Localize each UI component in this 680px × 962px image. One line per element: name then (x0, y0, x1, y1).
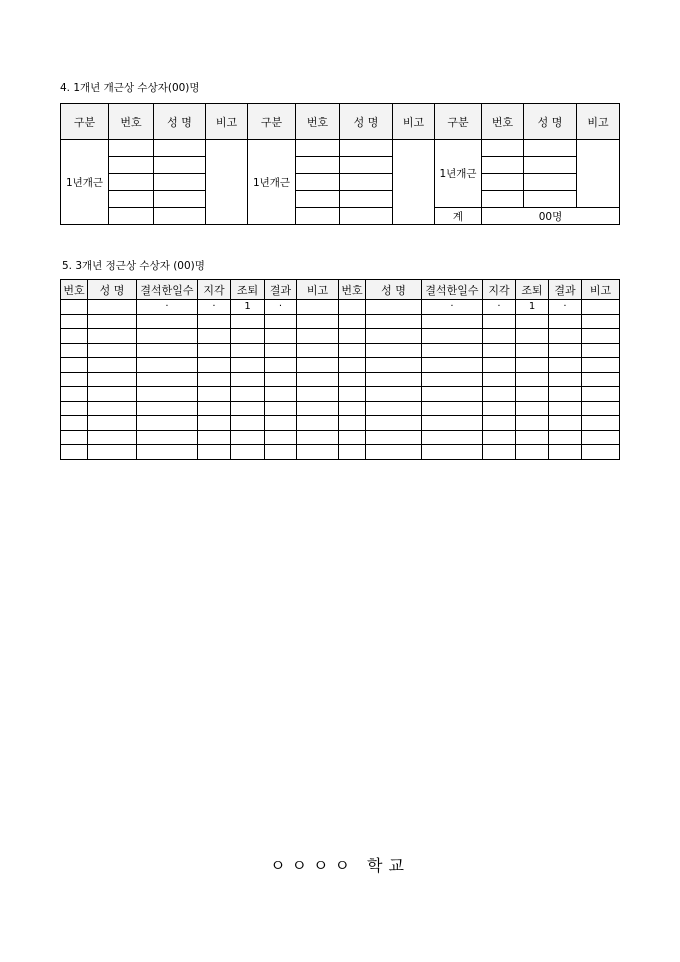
table-cell (339, 416, 366, 431)
table-cell (516, 416, 549, 431)
table-cell (339, 300, 366, 315)
col-header: 번호 (482, 104, 524, 140)
table-row (61, 387, 620, 402)
table-cell (231, 430, 265, 445)
table-cell (582, 387, 620, 402)
table-cell (61, 372, 88, 387)
col-header: 번호 (339, 280, 366, 300)
table-cell (422, 416, 483, 431)
col-header: 결석한일수 (422, 280, 483, 300)
col-header: 성 명 (524, 104, 577, 140)
table-cell (137, 416, 198, 431)
table-cell (366, 329, 422, 344)
table-cell (137, 314, 198, 329)
table-cell (297, 343, 339, 358)
school-name: ㅇㅇㅇㅇ 학교 (270, 856, 410, 875)
table-cell (88, 358, 137, 373)
col-header: 성 명 (154, 104, 206, 140)
table-cell (88, 430, 137, 445)
table-cell (198, 445, 231, 460)
table-cell (483, 358, 516, 373)
remarks-cell (393, 140, 435, 225)
table-cell (483, 445, 516, 460)
remarks-cell (206, 140, 248, 225)
table-cell (582, 401, 620, 416)
table-cell (198, 358, 231, 373)
col-header: 성 명 (366, 280, 422, 300)
table-cell (88, 314, 137, 329)
table-cell (422, 314, 483, 329)
table-cell (422, 343, 483, 358)
section5-heading: 5. 3개년 정근상 수상자 (00)명 (62, 260, 205, 272)
col-header: 번호 (61, 280, 88, 300)
table-cell (582, 343, 620, 358)
table-cell (61, 329, 88, 344)
table-header-row (61, 104, 620, 140)
table-row (61, 191, 620, 208)
col-header: 성 명 (340, 104, 393, 140)
col-header: 구분 (248, 104, 296, 140)
table-cell (582, 358, 620, 373)
table-cell (422, 430, 483, 445)
table-cell (422, 358, 483, 373)
table-cell (137, 430, 198, 445)
table-cell (231, 329, 265, 344)
table-cell (366, 343, 422, 358)
table-row (61, 140, 620, 157)
table-cell (265, 445, 297, 460)
table-cell (366, 300, 422, 315)
table-cell (265, 343, 297, 358)
table-cell (582, 329, 620, 344)
table-cell (198, 430, 231, 445)
table-cell (483, 343, 516, 358)
table-cell: 1 (231, 300, 265, 315)
perfect-attendance-table (60, 103, 620, 225)
table-cell (549, 445, 582, 460)
table-cell (137, 343, 198, 358)
table-cell (516, 430, 549, 445)
table-cell (61, 314, 88, 329)
col-header: 결과 (265, 280, 297, 300)
table-cell (297, 445, 339, 460)
table-cell (61, 358, 88, 373)
table-row (61, 358, 620, 373)
col-header: 성 명 (88, 280, 137, 300)
col-header: 조퇴 (516, 280, 549, 300)
table-cell (297, 372, 339, 387)
table-cell: · (198, 300, 231, 315)
table-cell (483, 387, 516, 402)
diligence-award-table (60, 279, 620, 460)
table-cell (339, 343, 366, 358)
table-row (61, 174, 620, 191)
table-cell (198, 343, 231, 358)
table-cell (339, 387, 366, 402)
col-header: 비고 (582, 280, 620, 300)
table-cell (516, 401, 549, 416)
table-cell (339, 358, 366, 373)
table-cell (339, 401, 366, 416)
table-cell (582, 416, 620, 431)
table-cell: 1 (516, 300, 549, 315)
table-cell (549, 358, 582, 373)
table-cell (297, 300, 339, 315)
table-cell (483, 314, 516, 329)
table-cell (231, 401, 265, 416)
table-row (61, 314, 620, 329)
table-cell (265, 314, 297, 329)
table-cell (88, 300, 137, 315)
table-cell (549, 401, 582, 416)
table-cell (137, 401, 198, 416)
table-cell (88, 445, 137, 460)
remarks-cell (577, 140, 620, 208)
table-cell (198, 329, 231, 344)
col-header: 번호 (296, 104, 340, 140)
table-cell (231, 387, 265, 402)
table-cell (231, 445, 265, 460)
table-row (61, 401, 620, 416)
col-header: 번호 (109, 104, 154, 140)
table-cell: · (422, 300, 483, 315)
table-cell (231, 314, 265, 329)
section4-heading: 4. 1개년 개근상 수상자(00)명 (60, 82, 200, 94)
col-header: 비고 (206, 104, 248, 140)
table-cell (422, 329, 483, 344)
table-cell (549, 314, 582, 329)
table-cell: · (549, 300, 582, 315)
table-cell (265, 401, 297, 416)
table-cell (366, 358, 422, 373)
table-cell (137, 387, 198, 402)
table-cell (88, 416, 137, 431)
table-cell (61, 401, 88, 416)
table-cell (61, 416, 88, 431)
table-cell (516, 314, 549, 329)
table-cell (88, 372, 137, 387)
table-cell (549, 372, 582, 387)
table-cell (231, 358, 265, 373)
table-cell (198, 416, 231, 431)
table-cell (483, 401, 516, 416)
table-cell (231, 343, 265, 358)
table-cell (198, 387, 231, 402)
table-cell (366, 372, 422, 387)
table-cell (582, 372, 620, 387)
table-cell (339, 430, 366, 445)
table-cell (137, 358, 198, 373)
table-cell (265, 416, 297, 431)
table-cell: · (265, 300, 297, 315)
table-cell (422, 372, 483, 387)
table-header-row (61, 280, 620, 300)
table-row (61, 445, 620, 460)
table-cell (198, 401, 231, 416)
table-cell (137, 445, 198, 460)
table-cell (339, 314, 366, 329)
table-cell (265, 372, 297, 387)
table-cell (88, 343, 137, 358)
table-cell (516, 372, 549, 387)
table-cell (483, 329, 516, 344)
col-header: 결과 (549, 280, 582, 300)
table-cell (265, 387, 297, 402)
table-cell (483, 416, 516, 431)
table-cell (88, 387, 137, 402)
table-cell (231, 416, 265, 431)
table-cell (483, 372, 516, 387)
table-cell (61, 445, 88, 460)
table-cell (231, 372, 265, 387)
table-cell (582, 430, 620, 445)
table-cell (582, 314, 620, 329)
table-cell (297, 387, 339, 402)
table-cell (198, 372, 231, 387)
table-cell (297, 314, 339, 329)
table-cell (61, 343, 88, 358)
table-cell (265, 430, 297, 445)
table-cell (582, 300, 620, 315)
table-row (61, 343, 620, 358)
table-cell (339, 329, 366, 344)
table-cell (422, 401, 483, 416)
table-row (61, 329, 620, 344)
table-cell (137, 372, 198, 387)
table-cell (516, 445, 549, 460)
col-header: 비고 (297, 280, 339, 300)
col-header: 지각 (483, 280, 516, 300)
total-value: 00명 (482, 208, 620, 225)
table-cell (549, 387, 582, 402)
table-cell (366, 314, 422, 329)
table-cell (297, 401, 339, 416)
table-row (61, 208, 620, 225)
group-label: 1년개근 (61, 140, 109, 225)
table-cell (88, 329, 137, 344)
table-cell (549, 329, 582, 344)
table-cell (422, 387, 483, 402)
table-cell (297, 329, 339, 344)
table-cell (137, 329, 198, 344)
table-cell (422, 445, 483, 460)
table-cell (297, 430, 339, 445)
table-cell (339, 445, 366, 460)
col-header: 비고 (393, 104, 435, 140)
table-cell: · (137, 300, 198, 315)
table-cell (516, 358, 549, 373)
table-row (61, 372, 620, 387)
table-cell (265, 329, 297, 344)
table-cell: · (483, 300, 516, 315)
group-label: 1년개근 (248, 140, 296, 225)
group-label: 1년개근 (435, 140, 482, 208)
col-header: 구분 (61, 104, 109, 140)
table-cell (516, 329, 549, 344)
table-cell (549, 343, 582, 358)
table-row (61, 157, 620, 174)
table-cell (366, 430, 422, 445)
table-cell (516, 387, 549, 402)
table-cell (483, 430, 516, 445)
table-cell (339, 372, 366, 387)
table-cell (549, 416, 582, 431)
table-cell (516, 343, 549, 358)
table-cell (366, 401, 422, 416)
col-header: 조퇴 (231, 280, 265, 300)
table-cell (366, 445, 422, 460)
table-cell (549, 430, 582, 445)
table-cell (88, 401, 137, 416)
table-cell (61, 387, 88, 402)
col-header: 구분 (435, 104, 482, 140)
table-cell (297, 358, 339, 373)
table-row (61, 300, 620, 315)
table-cell (61, 300, 88, 315)
table-cell (297, 416, 339, 431)
table-row (61, 430, 620, 445)
table-cell (582, 445, 620, 460)
table-cell (366, 416, 422, 431)
table-cell (61, 430, 88, 445)
table-cell (265, 358, 297, 373)
table-row (61, 416, 620, 431)
total-label: 계 (435, 208, 482, 225)
col-header: 비고 (577, 104, 620, 140)
table-cell (198, 314, 231, 329)
col-header: 지각 (198, 280, 231, 300)
col-header: 결석한일수 (137, 280, 198, 300)
table-cell (366, 387, 422, 402)
